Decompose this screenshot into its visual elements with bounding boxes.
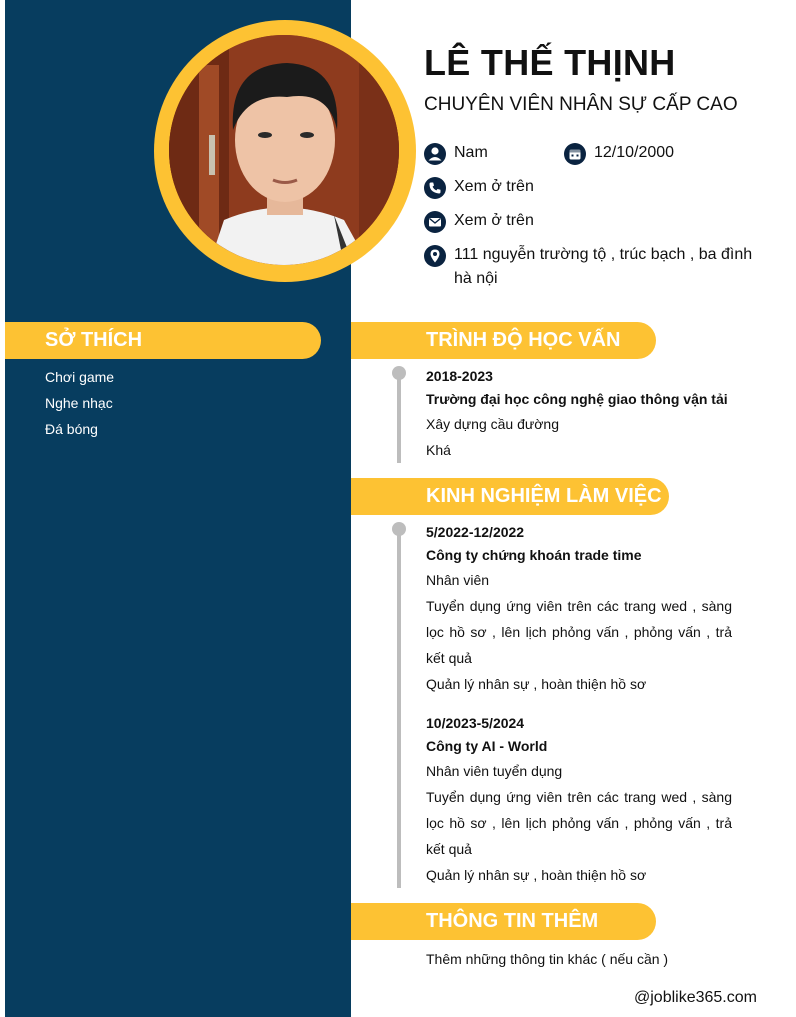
gender-value: Nam	[454, 144, 488, 161]
hobby-item: Đá bóng	[45, 421, 98, 437]
education-heading: TRÌNH ĐỘ HỌC VẤN	[351, 322, 656, 359]
job-role: Nhân viên	[426, 572, 490, 588]
education-grade: Khá	[426, 442, 451, 458]
phone-value: Xem ở trên	[454, 178, 534, 195]
avatar-photo	[169, 35, 399, 265]
extra-heading: THÔNG TIN THÊM	[351, 903, 656, 940]
phone-icon	[424, 177, 446, 199]
email-value: Xem ở trên	[454, 212, 534, 229]
address-value: 111 nguyễn trường tộ , trúc bạch , ba đình hà nội	[454, 246, 753, 287]
calendar-icon	[564, 143, 586, 165]
job-company: Công ty chứng khoán trade time	[426, 547, 642, 563]
job-role: Nhân viên tuyển dụng	[426, 763, 563, 779]
job-description: Tuyển dụng ứng viên trên các trang wed , sàng lọc hồ sơ , lên lịch phỏng vấn , phỏng vấn , trả kết quả	[426, 789, 732, 857]
footer-watermark: @joblike365.com	[634, 989, 757, 1006]
hobby-item: Nghe nhạc	[45, 395, 113, 411]
phone-row	[424, 178, 534, 199]
education-school: Trường đại học công nghệ giao thông vận tải	[426, 391, 728, 407]
birthday-row	[564, 144, 674, 165]
job-period: 10/2023-5/2024	[426, 715, 525, 731]
job-title: CHUYÊN VIÊN NHÂN SỰ CẤP CAO	[424, 94, 738, 115]
birthday-value: 12/10/2000	[594, 144, 675, 161]
timeline-dot	[392, 522, 406, 536]
timeline-dot	[392, 366, 406, 380]
user-icon	[424, 143, 446, 165]
gender-row	[424, 144, 488, 165]
avatar	[169, 35, 399, 265]
experience-heading: KINH NGHIỆM LÀM VIỆC	[351, 478, 669, 515]
hobby-item: Chơi game	[45, 369, 115, 385]
education-major: Xây dựng cầu đường	[426, 416, 560, 432]
timeline-line	[397, 529, 401, 888]
job-description: Quản lý nhân sự , hoàn thiện hồ sơ	[426, 867, 647, 883]
job-period: 5/2022-12/2022	[426, 524, 525, 540]
timeline-line	[397, 373, 401, 463]
full-name: LÊ THẾ THỊNH	[424, 42, 676, 83]
job-description: Quản lý nhân sự , hoàn thiện hồ sơ	[426, 676, 647, 692]
education-period: 2018-2023	[426, 368, 493, 384]
extra-text: Thêm những thông tin khác ( nếu cần )	[426, 951, 669, 967]
hobbies-heading: SỞ THÍCH	[5, 322, 321, 359]
email-row	[424, 212, 534, 233]
job-description: Tuyển dụng ứng viên trên các trang wed , sàng lọc hồ sơ , lên lịch phỏng vấn , phỏng vấn , trả kết quả	[426, 598, 732, 666]
email-icon	[424, 211, 446, 233]
job-company: Công ty AI - World	[426, 738, 548, 754]
address-row	[424, 243, 774, 291]
location-icon	[424, 245, 446, 267]
